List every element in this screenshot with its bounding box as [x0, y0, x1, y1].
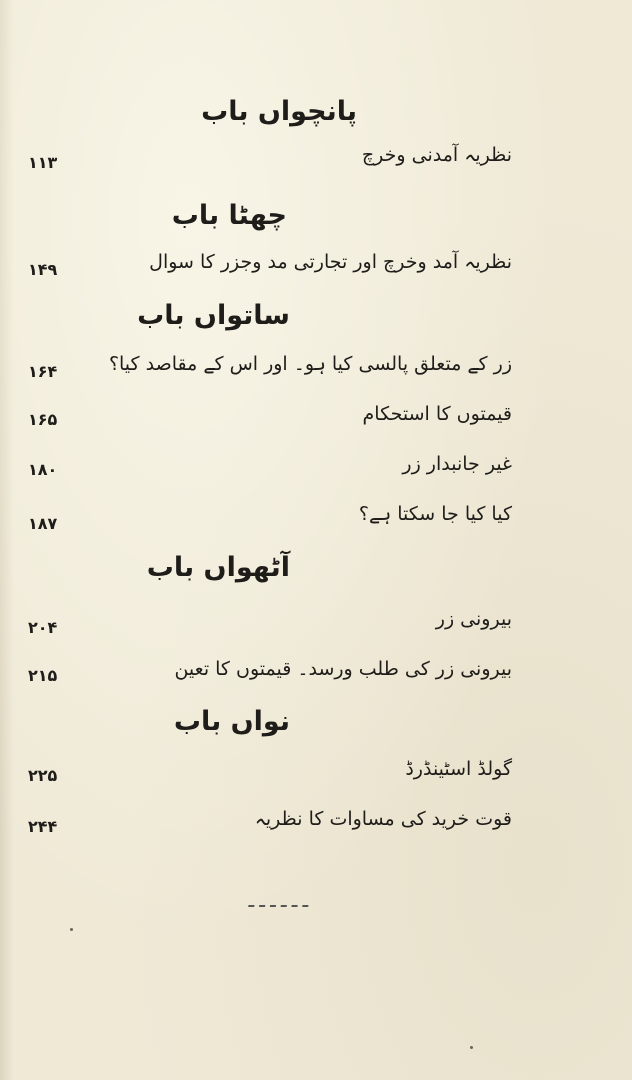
toc-entry-title: گولڈ اسٹینڈرڈ	[405, 758, 512, 780]
print-speck	[70, 928, 73, 931]
chapter-7-heading: ساتواں باب	[137, 300, 290, 331]
toc-entry-title: غیر جانبدار زر	[402, 453, 512, 475]
print-speck	[470, 1046, 473, 1049]
toc-entry-title: کیا کیا جا سکتا ہے؟	[358, 503, 512, 525]
toc-entry-title: قیمتوں کا استحکام	[362, 403, 512, 425]
toc-entry-page: ۱۶۵	[28, 410, 58, 429]
toc-entry-page: ۱۸۰	[28, 460, 58, 479]
toc-entry-title: بیرونی زر	[435, 608, 512, 630]
toc-entry-title: نظریہ آمد وخرچ اور تجارتی مد وجزر کا سوال	[149, 251, 512, 273]
toc-entry-page: ۲۴۴	[28, 817, 58, 836]
chapter-8-heading: آٹھواں باب	[146, 552, 290, 583]
toc-entry-page: ۲۱۵	[28, 666, 58, 685]
toc-entry-title: قوت خرید کی مساوات کا نظریہ	[254, 808, 512, 830]
toc-entry-page: ۱۸۷	[28, 514, 58, 533]
toc-entry-title: نظریہ آمدنی وخرچ	[361, 144, 512, 166]
chapter-6-heading: چھٹا باب	[171, 200, 287, 231]
toc-entry-page: ۲۲۵	[28, 766, 58, 785]
toc-entry-page: ۱۱۳	[28, 153, 58, 172]
toc-entry-title: بیرونی زر کی طلب ورسد۔ قیمتوں کا تعین	[174, 658, 512, 680]
end-divider	[247, 905, 308, 911]
toc-entry-page: ۲۰۴	[28, 618, 58, 637]
toc-entry-page: ۱۴۹	[28, 260, 58, 279]
chapter-9-heading: نواں باب	[173, 706, 290, 737]
chapter-5-heading: پانچواں باب	[201, 96, 357, 127]
toc-entry-page: ۱۶۴	[28, 362, 58, 381]
toc-entry-title: زر کے متعلق پالسی کیا ہو۔ اور اس کے مقاصد کیا؟	[108, 353, 512, 375]
